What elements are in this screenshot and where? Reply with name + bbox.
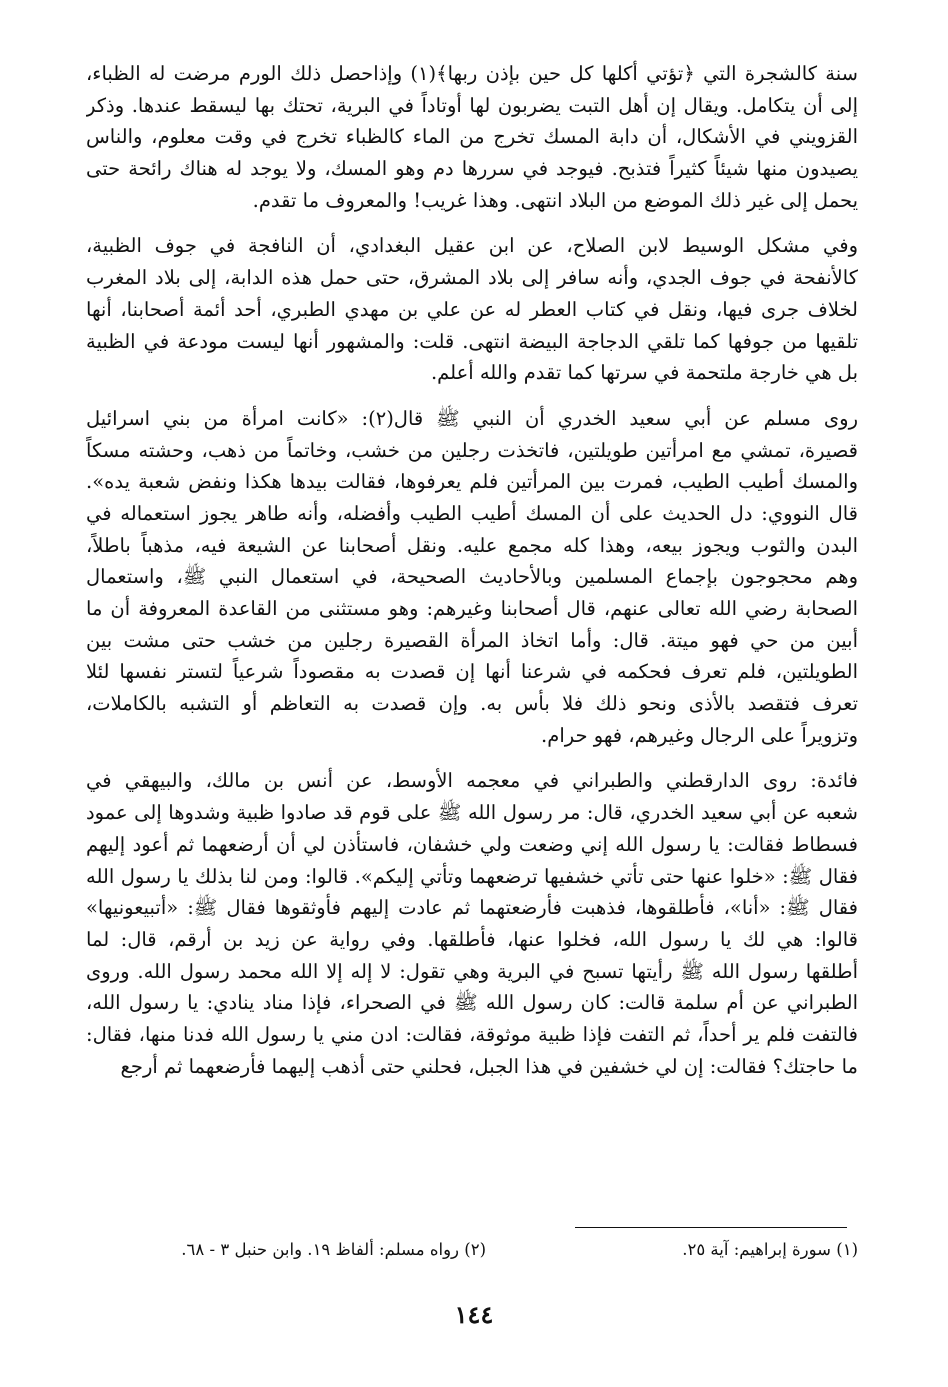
text-line: فسطاط فقالت: يا رسول الله إني وضعت ولي خشفان، فاستأذن لي أن أرضعهما ثم أعود إليهم — [86, 832, 858, 856]
footnote-2: (٢) رواه مسلم: ألفاظ ١٩. وابن حنبل ٣ - ٦٨. — [181, 1240, 486, 1259]
text-line: سنة كالشجرة التي ﴿تؤتي أكلها كل حين بإذن ربها﴾(١) وإذاحصل ذلك الورم مرضت له الظباء، — [86, 62, 858, 85]
text-line: يصيدون منها شيئاً كثيراً فتذبح. فيوجد في سررها دم وهو المسك، ولا يوجد له هناك رائحة حتى — [86, 157, 858, 181]
footnote-1: (١) سورة إبراهيم: آية ٢٥. — [682, 1240, 858, 1259]
text-line: إلى أن يتكامل. ويقال إن أهل التبت يضربون لها أوتاداً في البرية، تحتك بها ليسقط عندها. وذكر — [86, 93, 858, 117]
text-line: فائدة: روى الدارقطني والطبراني في معجمه الأوسط، عن أنس بن مالك، والبيهقي في — [86, 769, 858, 793]
paragraph-musk-origin — [86, 58, 858, 216]
page-number: ١٤٤ — [454, 1300, 494, 1329]
text-line: قال النووي: دل الحديث على أن المسك أطيب الطيب وأفضله، وأنه طاهر يجوز استعماله في — [86, 501, 858, 525]
paragraph-faida-gazelle — [86, 765, 858, 1082]
text-line: كالأنفحة في جوف الجدي، وأنه سافر إلى بلاد المشرق، حتى حمل هذه الدابة، إلى بلاد المغرب — [86, 266, 858, 290]
text-line: قالوا: هي لك يا رسول الله، فخلوا عنها، فأطلقها. وفي رواية عن زيد بن أرقم، قال: لما — [86, 927, 858, 951]
text-line: بل هي خارجة ملتحمة في سرتها كما تقدم والله أعلم. — [430, 361, 858, 385]
text-line: وتزويراً على الرجال وغيرهم، فهو حرام. — [541, 723, 858, 747]
text-line: ما حاجتك؟ فقالت: إن لي خشفين في هذا الجبل، فحلني حتى أذهب إليهما فأرضعهما ثم أرجع — [120, 1054, 858, 1078]
text-line: فقال ﷺ: «أنا»، فأطلقوها، فذهبت فأرضعتهما ثم عادت إليهم فأوثقوها فقال ﷺ: «أتبيعونيها» — [86, 896, 858, 920]
text-line: أبين من حي فهو ميتة. قال: وأما اتخاذ المرأة القصيرة رجلين من خشب حتى مشت بين — [86, 628, 858, 652]
text-line: وفي مشكل الوسيط لابن الصلاح، عن ابن عقيل البغدادي، أن النافجة في جوف الظبية، — [86, 234, 858, 258]
text-line: وهم محجوجون بإجماع المسلمين وبالأحاديث الصحيحة، في استعمال النبي ﷺ، واستعمال — [86, 565, 858, 589]
text-line: أطلقها رسول الله ﷺ رأيتها تسبح في البرية وهي تقول: لا إله إلا الله محمد رسول الله. وروى — [86, 959, 858, 983]
text-line: الصحابة رضي الله تعالى عنهم، قال أصحابنا وغيرهم: وهو مستثنى من القاعدة المعروفة أن ما — [86, 597, 858, 620]
text-line: فقال ﷺ: «خلوا عنها حتى تأتي خشفيها ترضعهما وتأتي إليكم». قالوا: ومن لنا بذلك يا رسول الله — [86, 864, 858, 888]
text-line: الطبراني عن أم سلمة قالت: كان رسول الله ﷺ في الصحراء، فإذا مناد ينادي: يا رسول الله، — [86, 991, 858, 1015]
paragraph-mushkil-al-wasit — [86, 230, 858, 388]
text-line: روى مسلم عن أبي سعيد الخدري أن النبي ﷺ قال(٢): «كانت امرأة من بني اسرائيل — [86, 406, 858, 430]
text-line: لخلاف جرى فيها، ونقل في كتاب العطر له عن علي بن مهدي الطبري، أحد أئمة أصحابنا، أنها — [86, 297, 858, 321]
text-line: فالتفت فلم ير أحداً، ثم التفت فإذا ظبية موثوقة، فقالت: ادن مني يا رسول الله فدنا منها، فقال: — [86, 1022, 858, 1046]
text-line: يحمل إلى غير ذلك الموضع من البلاد انتهى. وهذا غريب! والمعروف ما تقدم. — [252, 188, 858, 212]
paragraph-hadith-muslim — [86, 403, 858, 752]
text-line: قصيرة، تمشي مع امرأتين طويلتين، فاتخذت رجلين من خشب، وخاتماً من ذهب، وحشته مسكاً — [86, 438, 858, 462]
text-line: الطويلتين، فلم تعرف فحكمه في شرعنا أنها إن قصدت به مقصوداً شرعياً لتستر نفسها لئلا — [86, 660, 858, 684]
text-line: البدن والثوب ويجوز بيعه، وهذا كله مجمع عليه. ونقل أصحابنا عن الشيعة فيه، مذهباً باطلاً، — [86, 533, 858, 557]
text-line: والمسك أطيب الطيب، فمرت بين المرأتين فلم يعرفوها، فقالت بيدها هكذا ونفض شعبة يده». — [86, 470, 858, 494]
text-line: تلقيها من جوفها كما تلقي الدجاجة البيضة انتهى. قلت: والمشهور أنها ليست مودعة في الظبية — [86, 329, 858, 353]
text-line: تعرف فتقصد بالأذى ونحو ذلك فلا بأس به. وإن قصدت به التعاظم أو التشبه بالكاملات، — [86, 692, 858, 716]
text-line: شعبه عن أبي سعيد الخدري، قال: مر رسول الله ﷺ على قوم قد صادوا ظبية وشدوها إلى عمود — [86, 801, 858, 825]
text-line: القزويني في الأشكال، أن دابة المسك تخرج من الماء كالظباء تخرج في وقت معلوم، والناس — [86, 125, 858, 149]
footnote-separator — [575, 1227, 847, 1228]
